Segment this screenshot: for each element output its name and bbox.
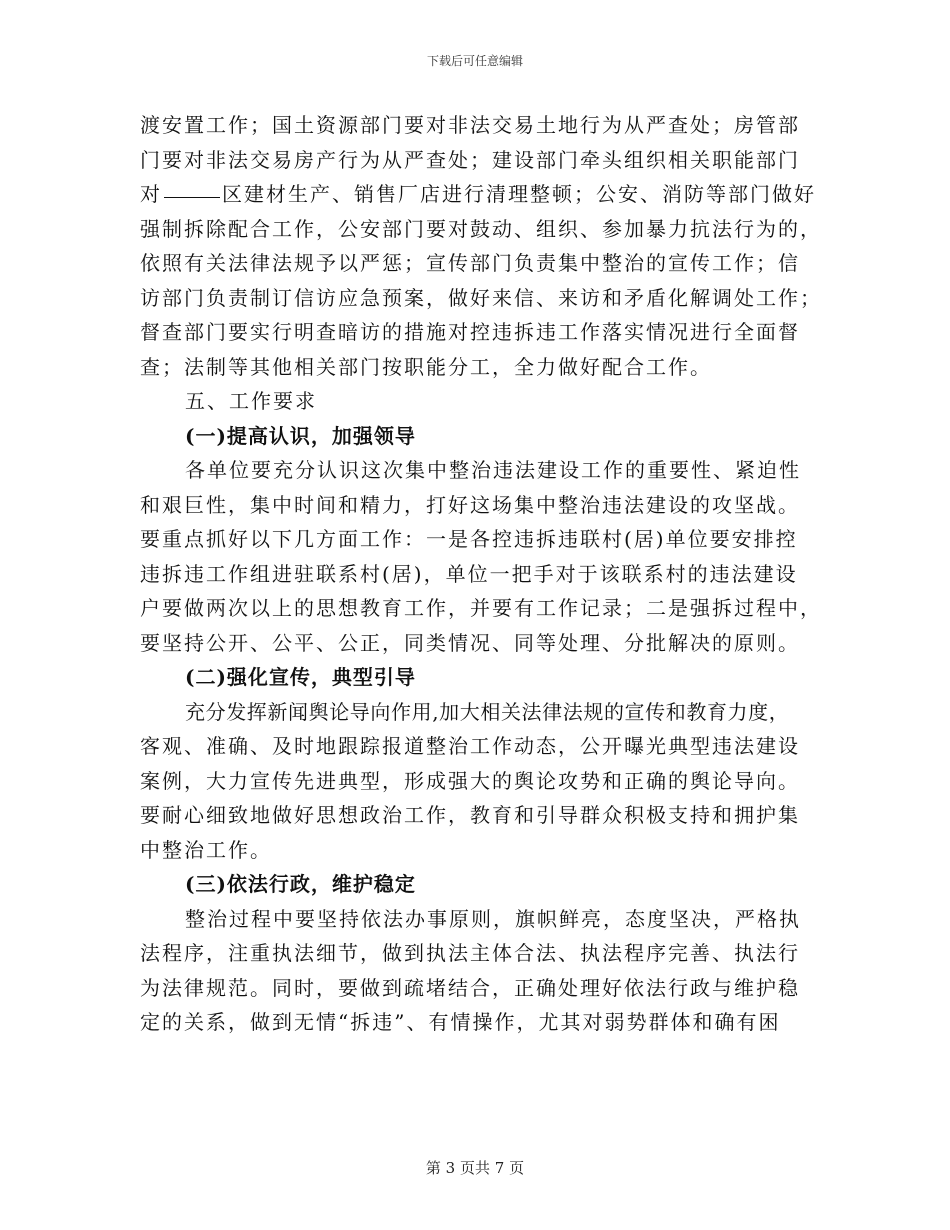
body-line: 要坚持公开、公平、公正，同类情况、同等处理、分批解决的原则。 — [140, 630, 800, 655]
body-line: 强制拆除配合工作，公安部门要对鼓动、组织、参加暴力抗法行为的， — [140, 216, 822, 241]
body-line-suffix: 区建材生产、销售厂店进行清理整顿；公安、消防等部门做好 — [222, 182, 816, 206]
body-line: 充分发挥新闻舆论导向作用,加大相关法律法规的宣传和教育力度， — [185, 699, 790, 724]
subsection-heading: (三)依法行政，维护稳定 — [185, 872, 416, 896]
page-footer-number: 第 3 页共 7 页 — [425, 1159, 525, 1177]
body-line: 访部门负责制订信访应急预案，做好来信、来访和矛盾化解调处工作； — [140, 285, 822, 310]
body-line: 要重点抓好以下几方面工作：一是各控违拆违联村(居)单位要安排控 — [140, 527, 798, 551]
fill-in-blank — [164, 196, 220, 198]
subsection-heading: (二)强化宣传，典型引导 — [185, 665, 416, 689]
body-line: 门要对非法交易房产行为从严查处；建设部门牵头组织相关职能部门 — [140, 147, 800, 172]
subsection-heading: (一)提高认识，加强领导 — [185, 423, 416, 448]
body-line-with-blank — [140, 177, 820, 212]
body-line: 查；法制等其他相关部门按职能分工，全力做好配合工作。 — [140, 354, 712, 379]
body-line: 要耐心细致地做好思想政治工作，教育和引导群众积极支持和拥护集 — [140, 803, 800, 827]
page-header-note: 下载后可任意编辑 — [426, 54, 523, 68]
body-line-prefix: 对 — [140, 182, 162, 206]
body-line: 定的关系，做到无情“拆违”、有情操作，尤其对弱势群体和确有困 — [140, 1010, 781, 1034]
body-line: 依照有关法律法规予以严惩；宣传部门负责集中整治的宣传工作；信 — [140, 251, 800, 275]
document-body — [140, 108, 820, 1040]
body-line: 整治过程中要坚持依法办事原则，旗帜鲜亮，态度坚决，严格执 — [185, 906, 801, 931]
body-line: 中整治工作。 — [140, 837, 272, 862]
body-line: 客观、准确、及时地跟踪报道整治工作动态，公开曝光典型违法建设 — [140, 734, 800, 758]
body-line: 督查部门要实行明查暗访的措施对控违拆违工作落实情况进行全面督 — [140, 320, 800, 344]
body-line: 渡安置工作；国土资源部门要对非法交易土地行为从严查处；房管部 — [140, 113, 800, 137]
body-line: 违拆违工作组进驻联系村(居)，单位一把手对于该联系村的违法建设 — [140, 561, 798, 586]
body-line: 为法律规范。同时，要做到疏堵结合，正确处理好依法行政与维护稳 — [140, 975, 800, 1000]
body-line: 法程序，注重执法细节，做到执法主体合法、执法程序完善、执法行 — [140, 941, 800, 965]
body-line: 和艰巨性，集中时间和精力，打好这场集中整治违法建设的攻坚战。 — [140, 492, 800, 517]
body-line: 各单位要充分认识这次集中整治违法建设工作的重要性、紧迫性 — [185, 458, 801, 482]
body-line: 户要做两次以上的思想教育工作，并要有工作记录；二是强拆过程中， — [140, 596, 822, 620]
body-line: 案例，大力宣传先进典型，形成强大的舆论攻势和正确的舆论导向。 — [140, 768, 800, 793]
section-heading: 五、工作要求 — [185, 389, 317, 413]
